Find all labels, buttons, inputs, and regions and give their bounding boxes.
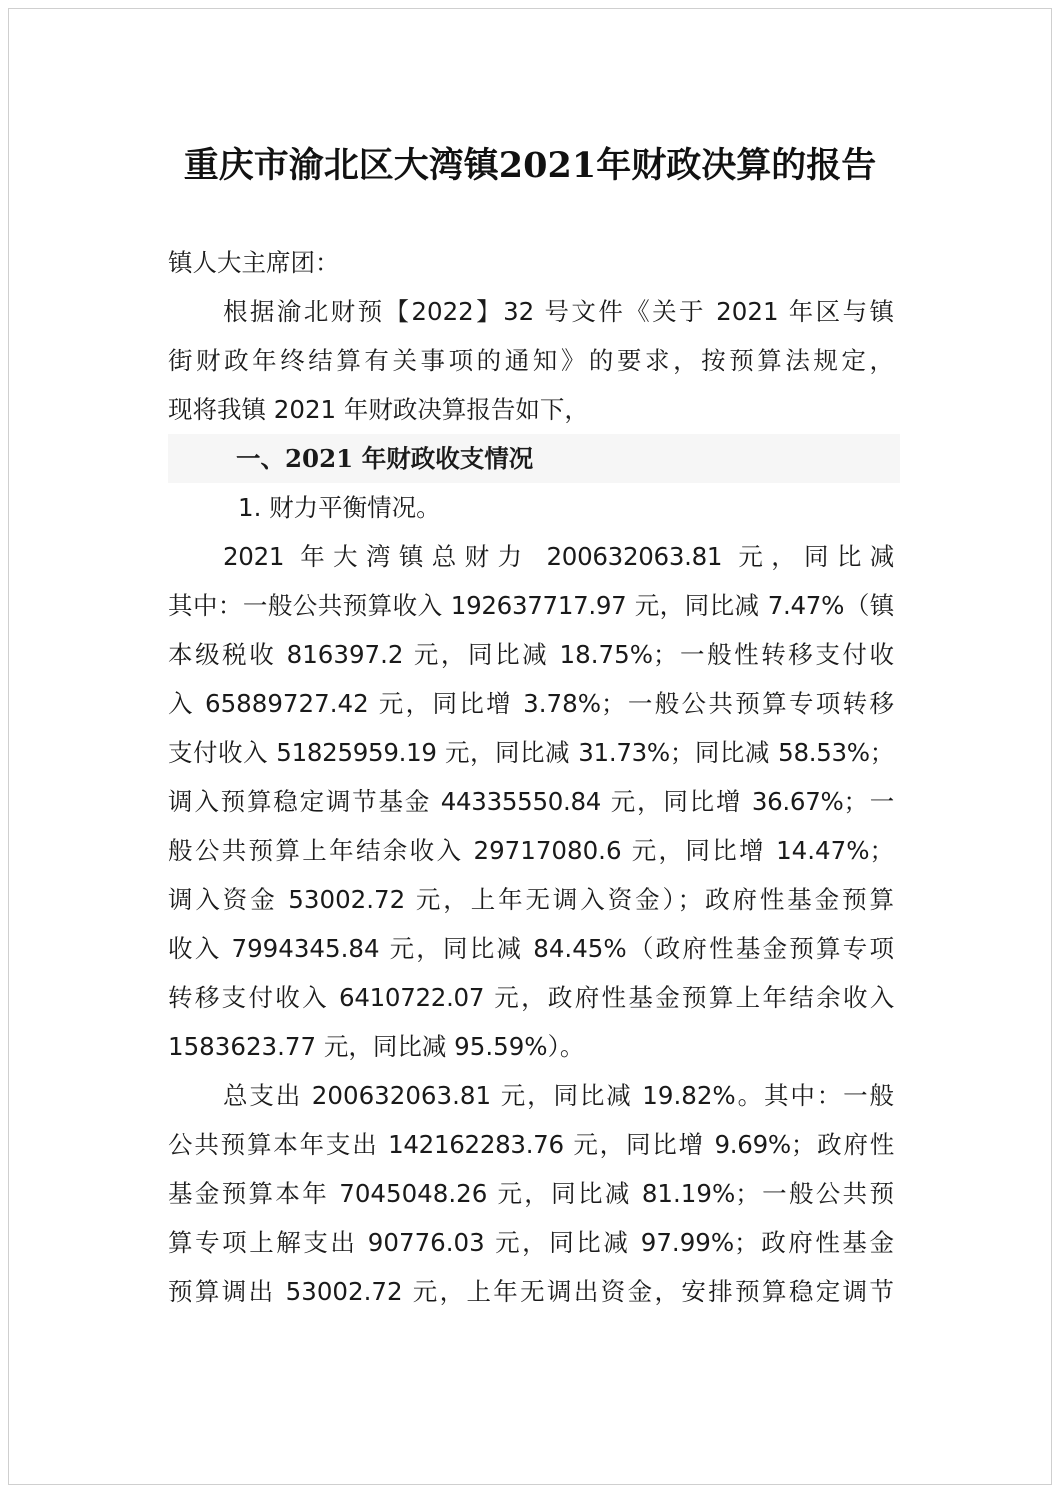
paragraph1-line: 其中：一般公共预算收入 192637717.97 元，同比减 7.47%（镇	[168, 591, 894, 620]
section-heading: 一、2021 年财政收支情况	[168, 434, 900, 483]
intro-line: 街财政年终结算有关事项的通知》的要求，按预算法规定，	[168, 346, 894, 375]
paragraph1-line: 收入 7994345.84 元，同比减 84.45%（政府性基金预算专项	[168, 934, 894, 963]
paragraph1-line: 调入预算稳定调节基金 44335550.84 元，同比增 36.67%；一	[168, 787, 894, 816]
paragraph1-line: 本级税收 816397.2 元，同比减 18.75%；一般性转移支付收	[168, 640, 894, 669]
document-title: 重庆市渝北区大湾镇2021年财政决算的报告	[183, 145, 877, 186]
document-body	[168, 238, 894, 1316]
paragraph2-line: 算专项上解支出 90776.03 元，同比减 97.99%；政府性基金	[168, 1228, 894, 1257]
paragraph1-line: 转移支付收入 6410722.07 元，政府性基金预算上年结余收入	[168, 983, 894, 1012]
paragraph1-line: 入 65889727.42 元，同比增 3.78%；一般公共预算专项转移	[168, 689, 894, 718]
paragraph2-line: 公共预算本年支出 142162283.76 元，同比增 9.69%；政府性	[168, 1130, 894, 1159]
salutation: 镇人大主席团：	[168, 248, 340, 277]
paragraph2-line: 基金预算本年 7045048.26 元，同比减 81.19%；一般公共预	[168, 1179, 894, 1208]
paragraph2-line: 总支出 200632063.81 元，同比减 19.82%。其中：一般	[223, 1081, 894, 1110]
intro-line: 现将我镇 2021 年财政决算报告如下，	[168, 395, 589, 424]
intro-line: 根据渝北财预【2022】32 号文件《关于 2021 年区与镇	[223, 297, 894, 326]
paragraph1-line: 2021 年大湾镇总财力 200632063.81 元，同比减	[223, 542, 894, 571]
paragraph1-line: 1583623.77 元，同比减 95.59%）。	[168, 1032, 585, 1061]
paragraph1-line: 调入资金 53002.72 元，上年无调入资金）；政府性基金预算	[168, 885, 894, 914]
paragraph2-line: 预算调出 53002.72 元，上年无调出资金，安排预算稳定调节	[168, 1277, 894, 1306]
paragraph1-line: 般公共预算上年结余收入 29717080.6 元，同比增 14.47%；	[168, 836, 894, 865]
subsection-heading: 1. 财力平衡情况。	[238, 493, 441, 522]
paragraph1-line: 支付收入 51825959.19 元，同比减 31.73%；同比减 58.53%；	[168, 738, 894, 767]
